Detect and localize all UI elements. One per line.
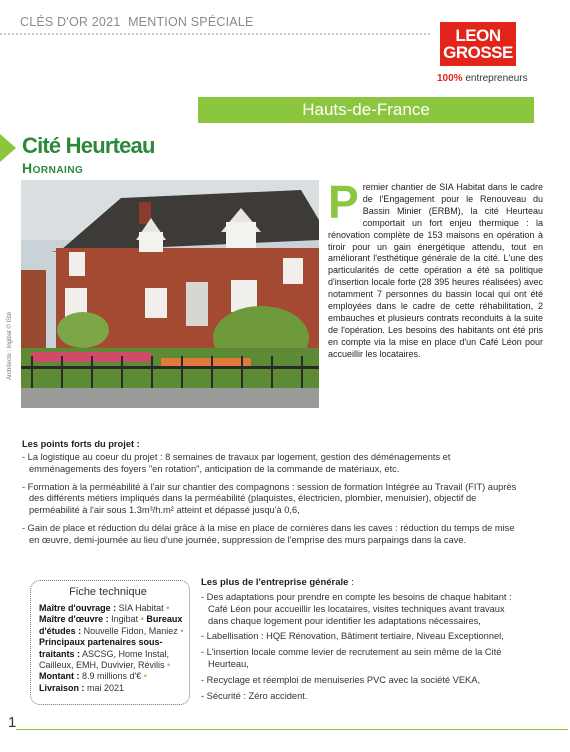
company-logo: LEON GROSSE [440, 22, 516, 66]
strengths-heading: Les points forts du projet : [22, 439, 140, 449]
page-number: 1 [8, 714, 17, 731]
footer-rule [16, 729, 568, 730]
list-item: - L'insertion locale comme levier de recrutement au sein même de la Cité Heurteau, [201, 647, 502, 669]
list-item: - La logistique au coeur du projet : 8 semaines de travaux par logement, gestion des déménagements et emménagements des foyers "en rotation", anticipation de la commande de matériaux, etc. [22, 452, 451, 474]
header-divider [0, 33, 430, 35]
intro-text: remier chantier de SIA Habitat dans le cadre de l'Engagement pour le Renouveau du Bassin Minier (ERBM), la cité Heurteau comportait un fort enjeu thermique : la rénovation complète de 153 maisons en opération à tiroir pour un gain énergétique attendu, tout en améliorant l'esthétique générale de la cité. L'une des particularités de cette opération a été sa politique d'insertion locale forte (28 395 heures réalisées) avec notamment 7 personnes du bassin local qui ont été employées dans le cadre de cette réhabilitation, 2 embauches et plusieurs contrats reconduits à la suite de l'opération. Les besoins des habitants ont été pris en compte via la mise en place d'un Café Léon pour accueillir les locataires. [328, 182, 543, 359]
project-city: Hornaing [22, 160, 84, 176]
list-item: - Sécurité : Zéro accident. [201, 690, 308, 701]
strengths-list [22, 452, 522, 553]
list-item: - Labellisation : HQE Rénovation, Bâtiment tertiaire, Niveau Exceptionnel, [201, 631, 504, 642]
advantages-list [201, 592, 521, 706]
logo-tagline: 100% entrepreneurs [437, 73, 528, 84]
drop-cap: P [328, 176, 359, 228]
fiche-body: Maître d'ouvrage : SIA Habitat • Maître d'œuvre : Ingibat • Bureaux d'études : Nouvelle Fidon, Maniez • Principaux partenaires sous-traitants : ASCSG, Home Instal, Cailleux, EMH, Duvivier, Révilis • Montant : 8.9 millions d'€ • Livraison : mai 2021 [39, 603, 184, 693]
list-item: - Recyclage et réemploi de menuiseries PVC avec la société VEKA, [201, 674, 481, 685]
project-photo [21, 180, 319, 408]
intro-paragraph [328, 176, 543, 361]
header-mention: MENTION SPÉCIALE [128, 15, 254, 29]
list-item: - Gain de place et réduction du délai grâce à la mise en place de cornières dans les caves : réduction du temps de mise en œuvre, demi-journée au lieu d'une journée, suppression de l'emprise des murs parpaings dans la cave. [22, 522, 515, 545]
header-title [20, 15, 254, 29]
photo-credit: Architecte : Ingibat © IStè [7, 311, 13, 380]
header-award: CLÉS D'OR 2021 [20, 15, 121, 29]
project-title: Cité Heurteau [22, 133, 155, 158]
list-item: - Des adaptations pour prendre en compte les besoins de chaque habitant : Café Léon pour accueillir les locataires, visites techniques avant travaux dans chaque logement pour identifier les adaptations nécessaires, [201, 592, 512, 626]
fiche-title: Fiche technique [58, 586, 158, 598]
list-item: - Formation à la perméabilité à l'air sur chantier des compagnons : session de formation Intégrée au Travail (FIT) auprès des différents métiers impliqués dans la perméabilité (plaquistes, électricien, plombier, menuisier), objectif de perméabilité à l'air sous 1.3m³/h.m² atteint et dépassé jusqu'à 0,6, [22, 481, 517, 516]
region-banner: Hauts-de-France [198, 97, 534, 123]
arrow-marker-icon [0, 134, 16, 162]
advantages-heading: Les plus de l'entreprise générale : [201, 577, 354, 588]
